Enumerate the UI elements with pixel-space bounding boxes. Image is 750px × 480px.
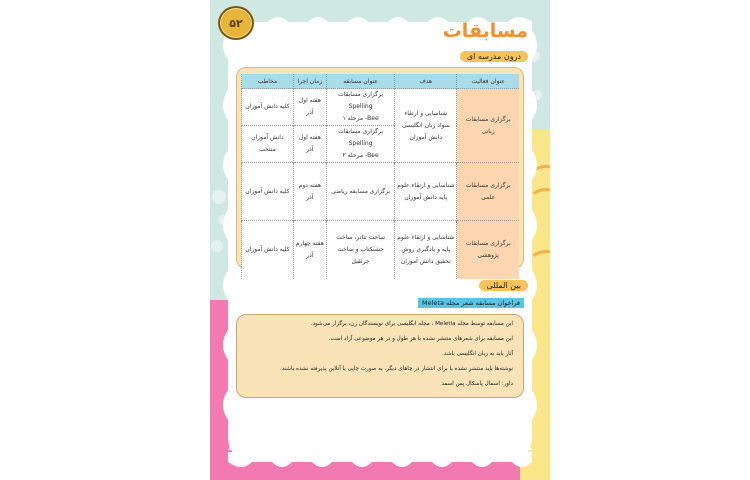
table-row <box>242 221 520 279</box>
poetry-call-info-box <box>236 314 524 398</box>
activity-cell: برگزاری مسابقات زبانی <box>457 89 519 163</box>
audience-cell: کلیه دانش آموزان <box>242 163 294 221</box>
competitions-table <box>241 74 519 279</box>
table-row <box>242 89 520 126</box>
competition-title-cell: برگزاری مسابقه ریاضی <box>326 163 394 221</box>
activity-cell: برگزاری مسابقات پژوهشی <box>457 221 519 279</box>
audience-cell: دانش آموزان منتخب <box>242 126 294 163</box>
document-page <box>210 0 550 480</box>
header-goal: هدف <box>395 74 457 89</box>
competition-title-line2: Bee- مرحله ۱ <box>342 115 379 122</box>
section-label-international: بین المللی <box>479 280 528 291</box>
audience-cell: کلیه دانش آموزان <box>242 221 294 279</box>
section-label-local: درون مدرسه ای <box>460 51 528 62</box>
goal-cell: شناسایی و ارتقاء علوم پایه و یادگیری روش تحقیق دانش آموزان <box>395 221 457 279</box>
header-activity: عنوان فعالیت <box>457 74 519 89</box>
page-title: مسابقات <box>442 20 528 42</box>
audience-cell: کلیه دانش آموزان <box>242 89 294 126</box>
goal-cell: شناسایی و ارتقاء سواد زبان انگلیسی دانش آموزان <box>395 89 457 163</box>
info-line: داور: اسمال پاسکال پس اسمد <box>441 381 513 387</box>
header-competition-title: عنوان مسابقه <box>326 74 394 89</box>
header-time: زمان اجرا <box>293 74 326 89</box>
info-line: این مسابقه توسط مجله Meletia ، مجله انگلیسی برای نویسندگان زن، برگزار می‌شود. <box>310 321 513 327</box>
table-header-row <box>242 74 520 89</box>
time-cell: هفته چهارم آذر <box>293 221 326 279</box>
competition-title-cell <box>326 89 394 126</box>
info-line: این مسابقه برای شعرهای منتشر نشده با هر طول و در هر موضوعی آزاد است. <box>328 336 513 342</box>
info-line: آثار باید به زبان انگلیسی باشد. <box>442 351 513 357</box>
competition-title-cell: ساخت تئاتر، ساخت جشنکتاب و ساخت جرثقیل <box>326 221 394 279</box>
competition-title-cell <box>326 126 394 163</box>
activity-cell: برگزاری مسابقات علمی <box>457 163 519 221</box>
header-audience: مخاطب <box>242 74 294 89</box>
info-line: نوشته‌ها باید منتشر نشده یا برای انتشار در جاهای دیگر، به صورت چاپی یا آنلاین پذیرفته نشده باشند. <box>279 366 513 372</box>
poetry-call-subtitle: فراخوان مسابقه شعر مجله Meleta <box>418 298 524 308</box>
goal-cell: شناسایی و ارتقاء علوم پایه دانش آموزان <box>395 163 457 221</box>
table-row <box>242 163 520 221</box>
competition-title-line1: برگزاری مسابقات Spelling <box>338 91 384 110</box>
competition-title-line1: برگزاری مسابقات Spelling <box>338 128 384 147</box>
page-number: ۵۲ <box>229 16 243 30</box>
time-cell: هفته دوم آذر <box>293 163 326 221</box>
time-cell: هفته اول آذر <box>293 89 326 126</box>
competitions-table-box <box>236 67 524 269</box>
time-cell: هفته اول آذر <box>293 126 326 163</box>
competition-title-line2: Bee- مرحله ۲ <box>342 152 379 159</box>
page-number-badge <box>218 6 254 40</box>
